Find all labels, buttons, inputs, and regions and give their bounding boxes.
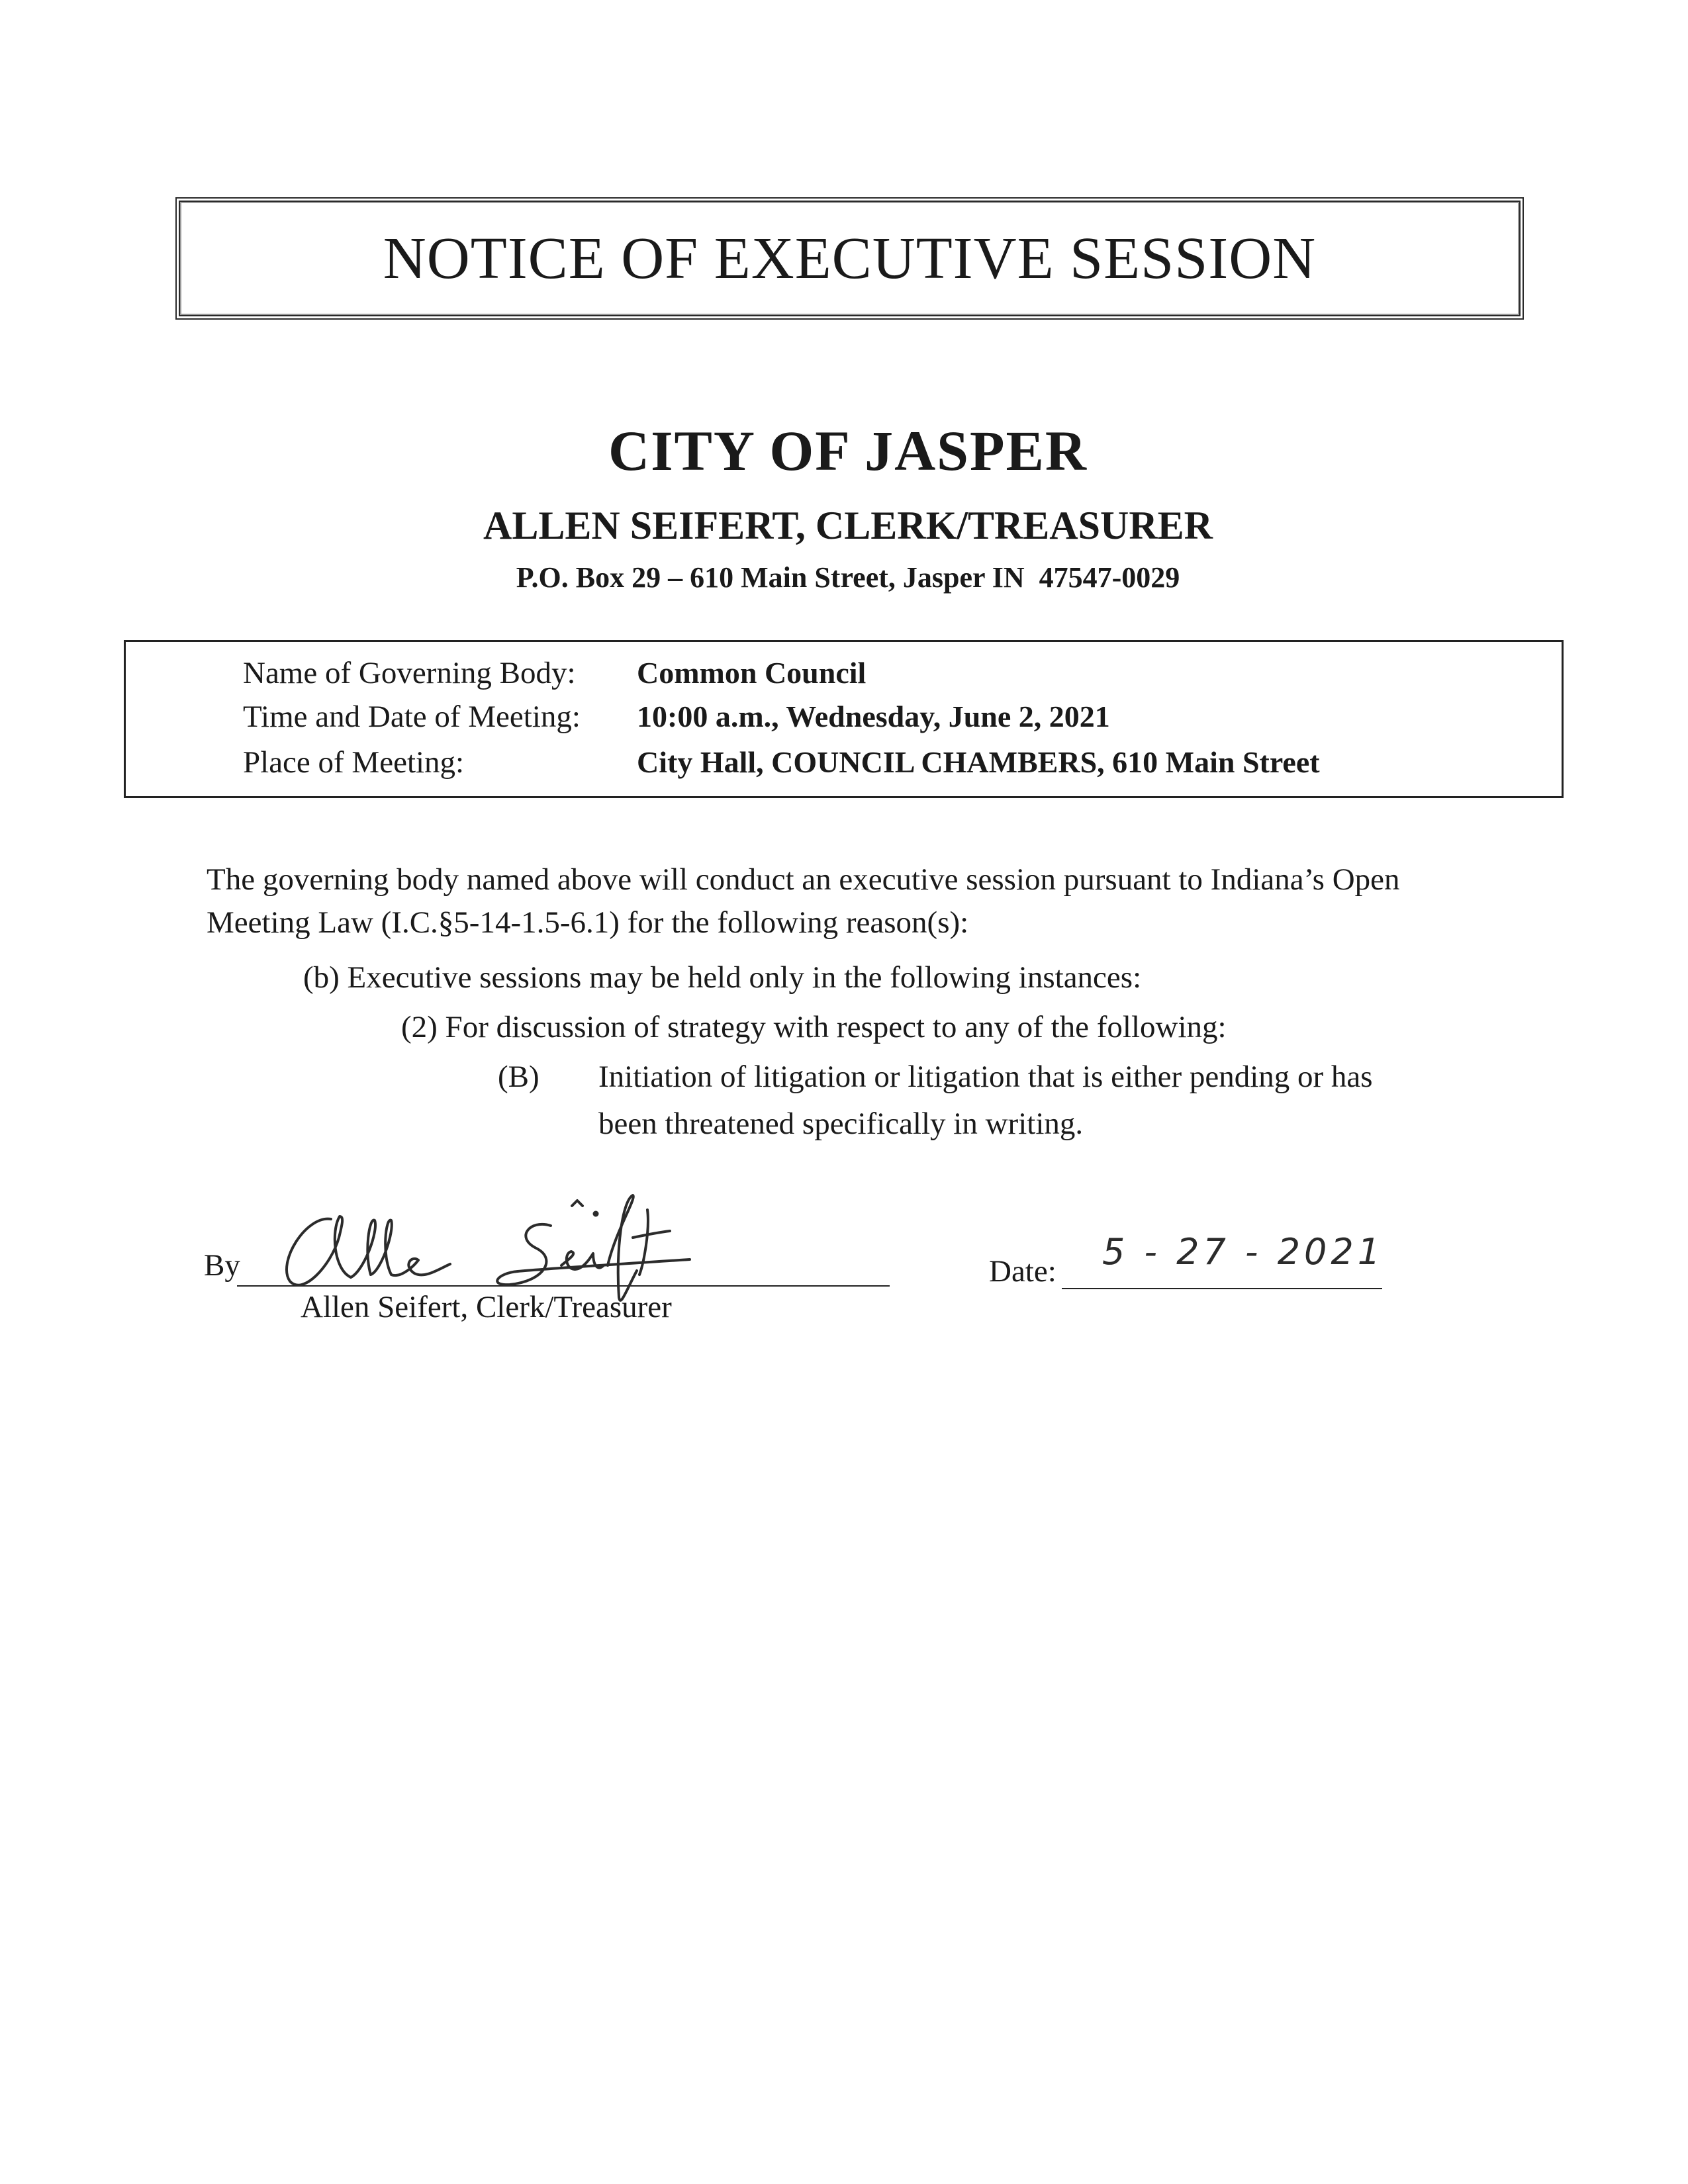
intro-line-2: Meeting Law (I.C.§5-14-1.5-6.1) for the following reason(s): xyxy=(207,905,969,940)
item-b-line-1: Initiation of litigation or litigation that is either pending or has xyxy=(598,1060,1373,1094)
meeting-place-label: Place of Meeting: xyxy=(243,745,465,780)
meeting-time-value: 10:00 a.m., Wednesday, June 2, 2021 xyxy=(637,700,1110,733)
meeting-place-value: City Hall, COUNCIL CHAMBERS, 610 Main Street xyxy=(637,745,1320,779)
item-b-marker: (B) xyxy=(498,1060,539,1094)
city-name: CITY OF JASPER xyxy=(608,419,1088,482)
item-b-line-2: been threatened specifically in writing. xyxy=(598,1107,1084,1141)
notice-title-box xyxy=(175,197,1524,320)
date-line xyxy=(1062,1288,1382,1289)
notice-title: NOTICE OF EXECUTIVE SESSION xyxy=(383,226,1317,291)
governing-body-label: Name of Governing Body: xyxy=(243,656,576,690)
handwritten-date: 5 - 27 - 2021 xyxy=(1102,1231,1385,1273)
date-label: Date: xyxy=(989,1254,1056,1289)
city-address: P.O. Box 29 – 610 Main Street, Jasper IN 47547-0029 xyxy=(516,561,1180,594)
intro-line-1: The governing body named above will conduct an executive session pursuant to Indiana’s Open xyxy=(207,862,1400,897)
signer-name: Allen Seifert, Clerk/Treasurer xyxy=(301,1290,672,1324)
subsection-b: (b) Executive sessions may be held only in the following instances: xyxy=(303,960,1142,995)
by-label: By xyxy=(204,1248,240,1283)
officer-name: ALLEN SEIFERT, CLERK/TREASURER xyxy=(483,504,1213,547)
meeting-time-label: Time and Date of Meeting: xyxy=(243,700,581,734)
item-2: (2) For discussion of strategy with respect to any of the following: xyxy=(401,1010,1227,1044)
governing-body-value: Common Council xyxy=(637,656,867,690)
